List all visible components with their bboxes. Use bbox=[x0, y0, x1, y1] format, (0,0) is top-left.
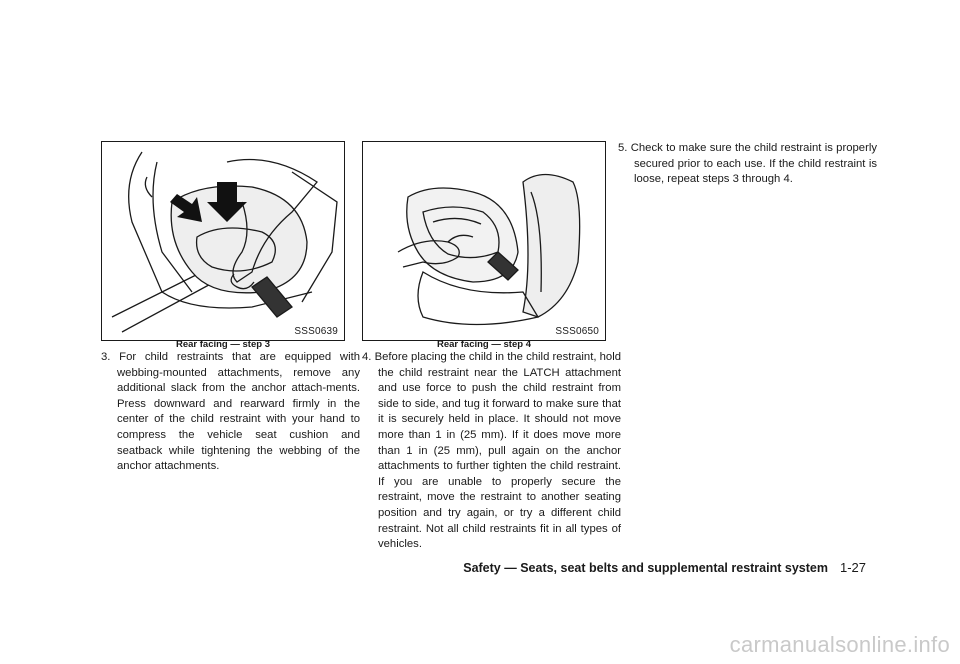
section-title: Safety — Seats, seat belts and supplemental restraint system bbox=[463, 561, 828, 575]
step-number: 4. bbox=[362, 351, 375, 363]
figure-step-4 bbox=[362, 141, 606, 341]
step-text: Check to make sure the child restraint is properly secured prior to each use. If the child restraint is loose, repeat steps 3 through 4. bbox=[630, 142, 877, 186]
step-4 bbox=[362, 350, 621, 553]
step-5 bbox=[618, 141, 877, 188]
figure-caption: Rear facing — step 4 bbox=[437, 339, 531, 350]
step-text: Before placing the child in the child restraint, hold the child restraint near the LATCH attachment and use force to push the child restraint from side to side, and tug it forward to make sure that it is securely held in place. It should not move more than 1 in (25 mm). If it does move more than 1 in (25 mm), pull again on the anchor attachments to further tighten the child restraint. If you are unable to properly secure the restraint, move the restraint to another seating position and try again, or try a different child restraint. Not all child restraints fit in all types of vehicles. bbox=[374, 351, 621, 551]
page-number: 1-27 bbox=[839, 560, 866, 575]
illustration-step-4 bbox=[363, 142, 605, 340]
step-number: 3. bbox=[101, 351, 120, 363]
step-3 bbox=[101, 350, 360, 475]
figure-code: SSS0650 bbox=[555, 326, 599, 337]
page-footer bbox=[463, 560, 866, 575]
figure-code: SSS0639 bbox=[294, 326, 338, 337]
figure-caption: Rear facing — step 3 bbox=[176, 339, 270, 350]
watermark: carmanualsonline.info bbox=[729, 632, 950, 657]
figure-step-3 bbox=[101, 141, 345, 341]
step-number: 5. bbox=[618, 142, 631, 154]
step-text: For child restraints that are equipped with webbing-mounted attachments, remove any additional slack from the anchor attach-ments. Press downward and rearward firmly in the center of the child restraint with your hand to compress the vehicle seat cushion and seatback while tightening the webbing of the anchor attachments. bbox=[117, 351, 361, 473]
illustration-step-3 bbox=[102, 142, 344, 340]
